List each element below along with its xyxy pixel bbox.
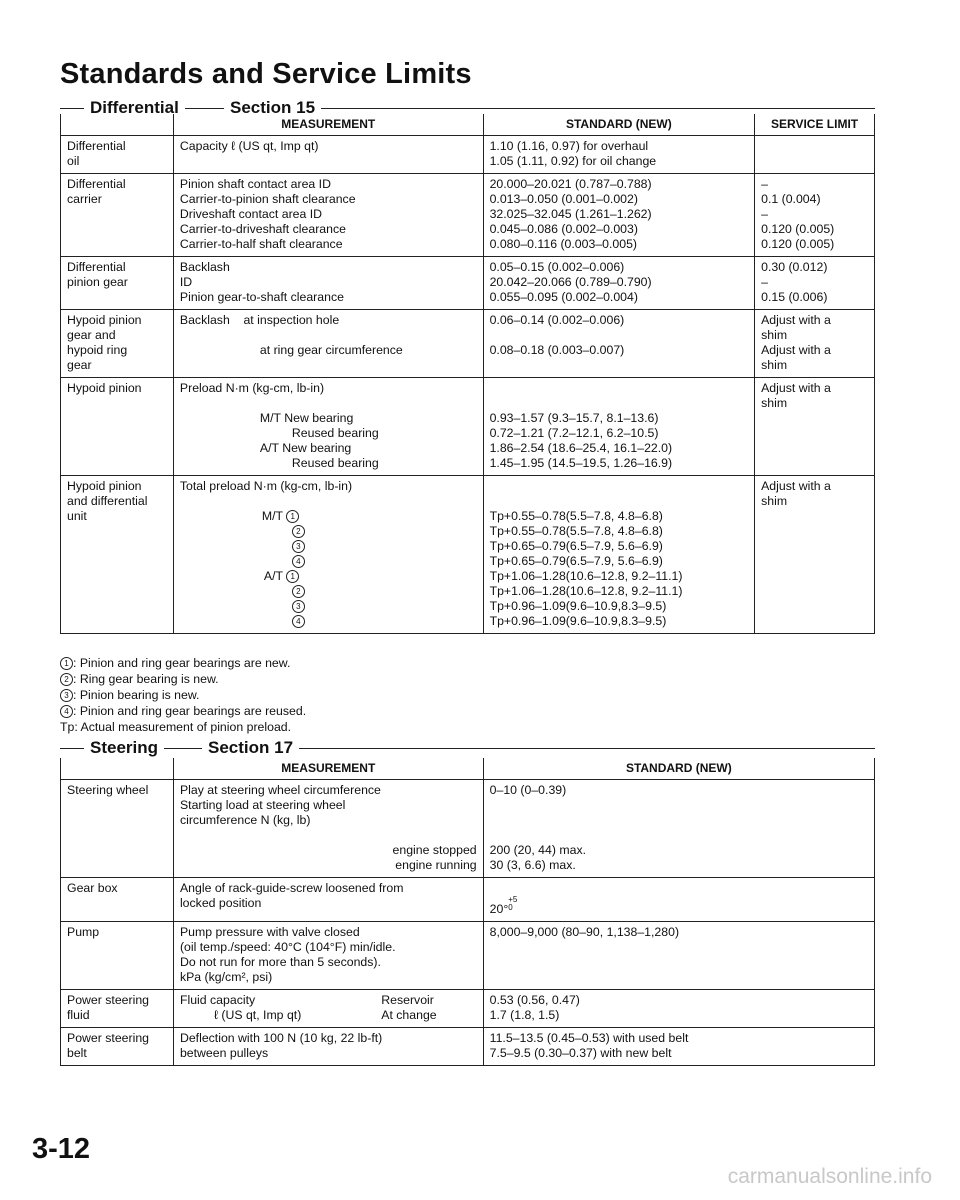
standard-value: 1.05 (1.11, 0.92) for oil change <box>489 154 657 168</box>
measurement-text: A/T New bearing <box>259 441 352 455</box>
header-blank <box>61 758 174 780</box>
differential-title: Differential <box>84 98 185 118</box>
standard-value: Tp+1.06–1.28(10.6–12.8, 9.2–11.1) <box>489 584 683 598</box>
service-limit-value: 0.1 (0.004) <box>761 192 821 206</box>
item-label: Gear box <box>67 881 118 895</box>
standard-value: 0.080–0.116 (0.003–0.005) <box>489 237 638 251</box>
standard-value: 0.013–0.050 (0.001–0.002) <box>489 192 638 206</box>
note-line: Tp: Actual measurement of pinion preload. <box>60 720 292 734</box>
measurement-text: Backlash at inspection hole <box>179 313 340 327</box>
standard-value: Tp+0.55–0.78(5.5–7.8, 4.8–6.8) <box>489 524 663 538</box>
service-limit-value: Adjust with a <box>761 343 831 357</box>
measurement-text: Fluid capacity <box>179 993 256 1007</box>
circled-number-icon: 4 <box>292 555 305 568</box>
differential-table <box>60 114 875 634</box>
circled-number-icon: 1 <box>286 510 299 523</box>
page-number: 3-12 <box>32 1133 91 1165</box>
measurement-text: Capacity ℓ (US qt, Imp qt) <box>179 139 319 153</box>
circled-number-icon: 2 <box>60 673 73 686</box>
service-limit-value: 0.120 (0.005) <box>761 237 835 251</box>
measurement-text: Starting load at steering wheel <box>179 798 346 812</box>
standard-value: 0.53 (0.56, 0.47) <box>489 993 580 1007</box>
note-line: 3 : Pinion bearing is new. <box>60 687 306 703</box>
standard-value: 0.055–0.095 (0.002–0.004) <box>489 290 638 304</box>
standard-value: Tp+1.06–1.28(10.6–12.8, 9.2–11.1) <box>489 569 683 583</box>
table-row <box>61 476 875 634</box>
service-limit-value: Adjust with a <box>761 479 831 493</box>
item-label: Hypoid pinion <box>67 479 142 493</box>
header-blank <box>61 114 174 136</box>
measurement-text: At change <box>381 1008 437 1022</box>
measurement-text: Reservoir <box>381 993 434 1007</box>
item-label: gear <box>67 358 92 372</box>
standard-value: Tp+0.65–0.79(6.5–7.9, 5.6–6.9) <box>489 554 663 568</box>
standard-value: 20.000–20.021 (0.787–0.788) <box>489 177 652 191</box>
standard-value: 8,000–9,000 (80–90, 1,138–1,280) <box>489 925 680 939</box>
table-row <box>61 257 875 310</box>
at-label: A/T <box>263 569 283 583</box>
item-label: Pump <box>67 925 100 939</box>
standard-value: 30 (3, 6.6) max. <box>489 858 576 872</box>
item-label: Power steering <box>67 993 150 1007</box>
note-line: 4 : Pinion and ring gear bearings are reused. <box>60 703 306 719</box>
standard-value: 0.05–0.15 (0.002–0.006) <box>489 260 625 274</box>
measurement-text: Driveshaft contact area ID <box>179 207 323 221</box>
measurement-text: kPa (kg/cm², psi) <box>179 970 273 984</box>
standard-value: 0–10 (0–0.39) <box>489 783 567 797</box>
service-limit-value: – <box>761 177 768 191</box>
service-limit-value: Adjust with a <box>761 313 831 327</box>
page-title: Standards and Service Limits <box>60 58 472 90</box>
measurement-text: Pump pressure with valve closed <box>179 925 360 939</box>
item-label: carrier <box>67 192 102 206</box>
service-limit-value: shim <box>761 358 788 372</box>
standard-value: 7.5–9.5 (0.30–0.37) with new belt <box>489 1046 672 1060</box>
measurement-text: Do not run for more than 5 seconds). <box>179 955 381 969</box>
item-label: unit <box>67 509 87 523</box>
table-row <box>61 990 875 1028</box>
service-limit-value: 0.120 (0.005) <box>761 222 835 236</box>
measurement-text: ID <box>179 275 193 289</box>
steering-section-header <box>60 738 875 760</box>
measurement-text: Pinion shaft contact area ID <box>179 177 331 191</box>
standard-value: 0.06–0.14 (0.002–0.006) <box>489 313 625 327</box>
measurement-text: Carrier-to-pinion shaft clearance <box>179 192 356 206</box>
item-label: Steering wheel <box>67 783 149 797</box>
table-row <box>61 378 875 476</box>
standard-value: 20° +5 0 <box>489 895 518 916</box>
header-service-limit: SERVICE LIMIT <box>755 114 875 136</box>
table-row <box>61 136 875 174</box>
measurement-text: Pinion gear-to-shaft clearance <box>179 290 344 304</box>
differential-notes <box>60 655 306 735</box>
item-label: Differential <box>67 260 126 274</box>
measurement-text: between pulleys <box>179 1046 269 1060</box>
item-label: gear and <box>67 328 116 342</box>
measurement-text: M/T New bearing <box>259 411 354 425</box>
standard-value: 200 (20, 44) max. <box>489 843 587 857</box>
circled-number-icon: 3 <box>292 540 305 553</box>
standard-value: Tp+0.55–0.78(5.5–7.8, 4.8–6.8) <box>489 509 663 523</box>
standard-value: 1.7 (1.8, 1.5) <box>489 1008 560 1022</box>
item-label: hypoid ring <box>67 343 128 357</box>
item-label: Differential <box>67 177 126 191</box>
steering-title: Steering <box>84 738 164 758</box>
item-label: Hypoid pinion <box>67 381 142 395</box>
measurement-text: Carrier-to-half shaft clearance <box>179 237 343 251</box>
service-limit-value: 0.30 (0.012) <box>761 260 828 274</box>
standard-value: 20.042–20.066 (0.789–0.790) <box>489 275 652 289</box>
measurement-text: (oil temp./speed: 40°C (104°F) min/idle. <box>179 940 396 954</box>
header-measurement: MEASUREMENT <box>173 758 483 780</box>
measurement-text: locked position <box>179 896 262 910</box>
standard-value: Tp+0.96–1.09(9.6–10.9,8.3–9.5) <box>489 614 667 628</box>
standard-value: 1.45–1.95 (14.5–19.5, 1.26–16.9) <box>489 456 673 470</box>
measurement-text: Play at steering wheel circumference <box>179 783 381 797</box>
measurement-text: at ring gear circumference <box>259 343 403 357</box>
differential-section-number: Section 15 <box>224 98 321 118</box>
measurement-text: engine stopped <box>392 843 477 857</box>
measurement-text: Carrier-to-driveshaft clearance <box>179 222 346 236</box>
table-row <box>61 1028 875 1066</box>
standard-value: 0.72–1.21 (7.2–12.1, 6.2–10.5) <box>489 426 659 440</box>
measurement-text: Preload N·m (kg-cm, lb-in) <box>179 381 325 395</box>
circled-number-icon: 3 <box>60 689 73 702</box>
service-limit-value: shim <box>761 328 788 342</box>
watermark: carmanualsonline.info <box>727 1165 932 1188</box>
steering-section-number: Section 17 <box>202 738 299 758</box>
measurement-text: ℓ (US qt, Imp qt) <box>213 1008 302 1022</box>
service-limit-value: 0.15 (0.006) <box>761 290 828 304</box>
header-standard: STANDARD (NEW) <box>483 114 755 136</box>
circled-number-icon: 1 <box>60 657 73 670</box>
table-header-row <box>61 114 875 136</box>
item-label: Hypoid pinion <box>67 313 142 327</box>
item-label: belt <box>67 1046 87 1060</box>
measurement-text: Total preload N·m (kg-cm, lb-in) <box>179 479 353 493</box>
standard-value: 1.10 (1.16, 0.97) for overhaul <box>489 139 649 153</box>
standard-value: 1.86–2.54 (18.6–25.4, 16.1–22.0) <box>489 441 673 455</box>
circled-number-icon: 4 <box>60 705 73 718</box>
measurement-text: engine running <box>395 858 477 872</box>
header-measurement: MEASUREMENT <box>173 114 483 136</box>
measurement-text: Reused bearing <box>291 426 379 440</box>
service-limit-value: – <box>761 207 768 221</box>
measurement-text: Angle of rack-guide-screw loosened from <box>179 881 404 895</box>
service-limit-value: shim <box>761 396 788 410</box>
table-header-row <box>61 758 875 780</box>
standard-value: Tp+0.96–1.09(9.6–10.9,8.3–9.5) <box>489 599 667 613</box>
table-row <box>61 922 875 990</box>
item-label: Differential <box>67 139 126 153</box>
circled-number-icon: 1 <box>286 570 299 583</box>
circled-number-icon: 3 <box>292 600 305 613</box>
standard-value: 32.025–32.045 (1.261–1.262) <box>489 207 652 221</box>
service-limit-value: shim <box>761 494 788 508</box>
standard-value: 0.045–0.086 (0.002–0.003) <box>489 222 638 236</box>
item-label: and differential <box>67 494 148 508</box>
measurement-text: Deflection with 100 N (10 kg, 22 lb-ft) <box>179 1031 383 1045</box>
note-line: 1 : Pinion and ring gear bearings are new. <box>60 655 306 671</box>
table-row <box>61 780 875 878</box>
standard-value: 0.08–0.18 (0.003–0.007) <box>489 343 625 357</box>
table-row <box>61 174 875 257</box>
mt-label: M/T <box>261 509 283 523</box>
circled-number-icon: 2 <box>292 585 305 598</box>
circled-number-icon: 2 <box>292 525 305 538</box>
steering-table <box>60 758 875 1066</box>
measurement-text: Backlash <box>179 260 230 274</box>
header-standard: STANDARD (NEW) <box>483 758 874 780</box>
item-label: Power steering <box>67 1031 150 1045</box>
standard-value: 0.93–1.57 (9.3–15.7, 8.1–13.6) <box>489 411 659 425</box>
item-label: pinion gear <box>67 275 128 289</box>
table-row <box>61 310 875 378</box>
circled-number-icon: 4 <box>292 615 305 628</box>
standard-value: Tp+0.65–0.79(6.5–7.9, 5.6–6.9) <box>489 539 663 553</box>
item-label: fluid <box>67 1008 90 1022</box>
standard-value: 11.5–13.5 (0.45–0.53) with used belt <box>489 1031 689 1045</box>
measurement-text: circumference N (kg, lb) <box>179 813 311 827</box>
note-line: 2 : Ring gear bearing is new. <box>60 671 306 687</box>
service-limit-value: – <box>761 275 768 289</box>
item-label: oil <box>67 154 80 168</box>
measurement-text: Reused bearing <box>291 456 379 470</box>
service-limit-value: Adjust with a <box>761 381 831 395</box>
table-row <box>61 878 875 922</box>
